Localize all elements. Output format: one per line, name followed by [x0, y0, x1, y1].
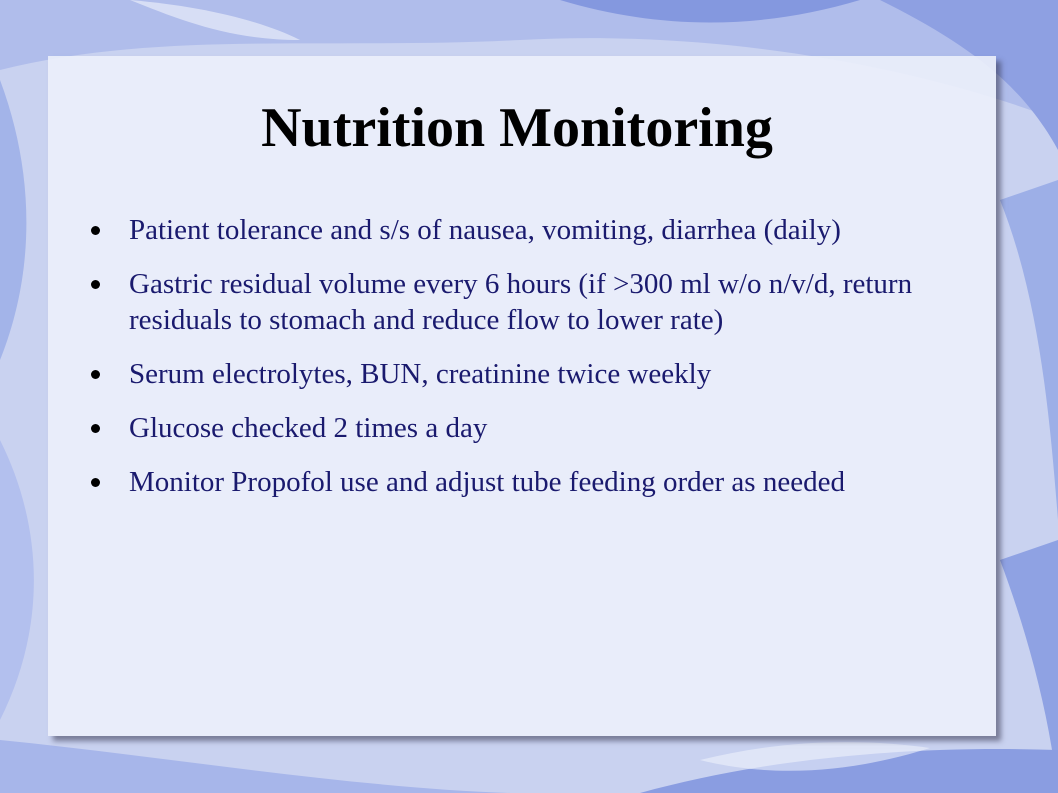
bullet-item [88, 464, 958, 500]
bullet-text: Patient tolerance and s/s of nausea, vomiting, diarrhea (daily) [129, 214, 841, 246]
bullet-list [88, 212, 958, 518]
bullet-text: Serum electrolytes, BUN, creatinine twice weekly [129, 358, 712, 390]
bullet-item [88, 356, 958, 392]
slide-title: Nutrition Monitoring [261, 97, 773, 159]
bullet-item [88, 212, 958, 248]
bullet-item [88, 266, 958, 338]
bullet-dot-icon [91, 280, 100, 289]
bullet-text: Gastric residual volume every 6 hours (if >300 ml w/o n/v/d, return residuals to stomach and reduce flow to lower rate) [129, 268, 913, 336]
bullet-dot-icon [91, 370, 100, 379]
bullet-dot-icon [91, 424, 100, 433]
bullet-text: Glucose checked 2 times a day [129, 412, 488, 444]
bullet-dot-icon [91, 226, 100, 235]
bullet-text: Monitor Propofol use and adjust tube feeding order as needed [129, 466, 845, 498]
bullet-dot-icon [91, 478, 100, 487]
bullet-item [88, 410, 958, 446]
